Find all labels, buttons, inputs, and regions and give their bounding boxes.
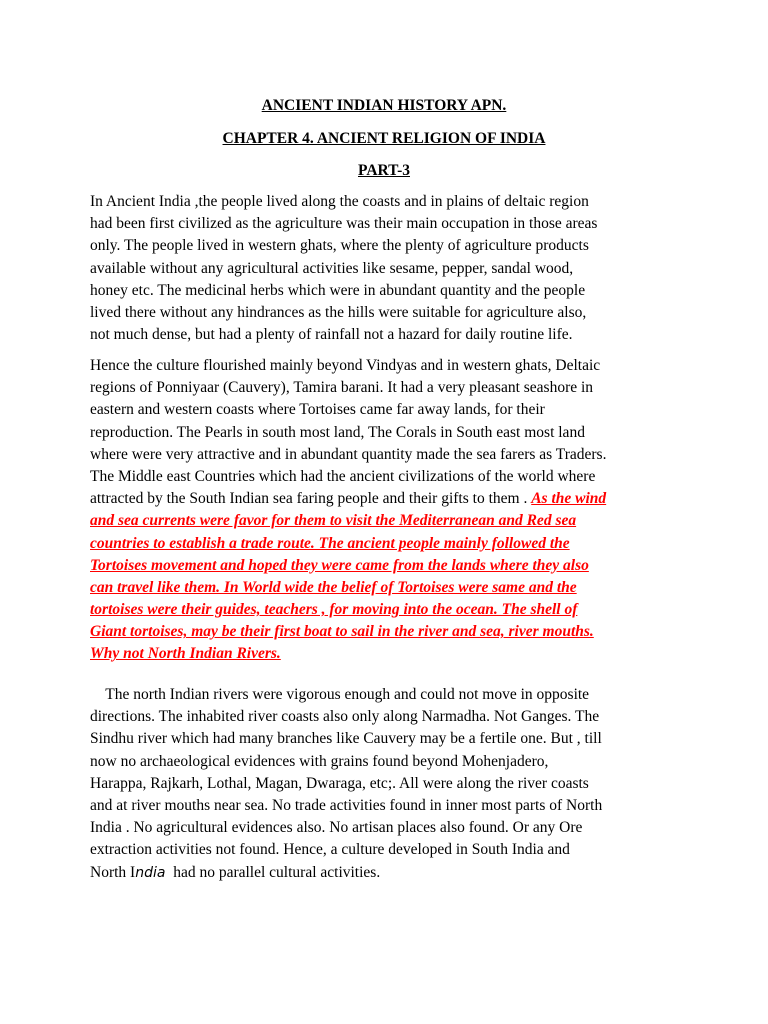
paragraph-line-mixed xyxy=(90,862,680,884)
highlighted-line: Tortoises movement and hoped they were came from the lands where they also xyxy=(90,556,589,574)
paragraph-line: available without any agricultural activities like sesame, pepper, sandal wood, xyxy=(90,259,574,277)
highlighted-line: tortoises were their guides, teachers , for moving into the ocean. The shell of xyxy=(90,601,578,619)
paragraph-line: Harappa, Rajkarh, Lothal, Magan, Dwaraga, etc;. All were along the river coasts xyxy=(90,774,589,792)
paragraph-line: honey etc. The medicinal herbs which were in abundant quantity and the people xyxy=(90,281,586,299)
paragraph-line: In Ancient India ,the people lived along the coasts and in plains of deltaic region xyxy=(90,193,589,210)
paragraph-line: now no archaeological evidences with grains found beyond Mohenjadero, xyxy=(90,752,549,770)
paragraph-3 xyxy=(90,684,680,884)
paragraph-line: had been first civilized as the agriculture was their main occupation in those areas xyxy=(90,215,598,233)
paragraph-line: The north Indian rivers were vigorous enough and could not move in opposite xyxy=(90,686,590,703)
highlighted-line: countries to establish a trade route. The ancient people mainly followed the xyxy=(90,534,570,552)
paragraph-line: directions. The inhabited river coasts also only along Narmadha. Not Ganges. The xyxy=(90,708,600,726)
paragraph-line: not much dense, but had a plenty of rainfall not a hazard for daily routine life. xyxy=(90,326,573,344)
plain-text: attracted by the South Indian sea faring people and their gifts to them . xyxy=(90,490,532,508)
highlighted-text: As the wind xyxy=(531,490,607,508)
highlighted-line: Giant tortoises, may be their first boat to sail in the river and sea, river mouths. xyxy=(90,623,594,641)
chapter-heading: CHAPTER 4. ANCIENT RELIGION OF INDIA xyxy=(222,130,546,147)
plain-text: North I xyxy=(90,863,136,881)
paragraph-line-mixed xyxy=(90,488,680,510)
paragraph-2 xyxy=(90,355,680,666)
highlighted-line: and sea currents were favor for them to visit the Mediterranean and Red sea xyxy=(90,512,577,530)
plain-text: had no parallel cultural activities. xyxy=(165,863,381,881)
paragraph-line: lived there without any hindrances as the hills were suitable for agriculture also, xyxy=(90,303,587,321)
paragraph-line: extraction activities not found. Hence, a culture developed in South India and xyxy=(90,841,570,859)
paragraph-1 xyxy=(90,191,680,346)
paragraph-line: Hence the culture flourished mainly beyond Vindyas and in western ghats, Deltaic xyxy=(90,357,601,374)
paragraph-line: regions of Ponniyaar (Cauvery), Tamira barani. It had a very pleasant seashore in xyxy=(90,379,594,397)
paragraph-line: where were very attractive and in abundant quantity made the sea farers as Traders. xyxy=(90,445,607,463)
highlighted-line: Why not North Indian Rivers. xyxy=(90,645,281,663)
paragraph-line: reproduction. The Pearls in south most land, The Corals in South east most land xyxy=(90,423,585,441)
italic-text: ndia xyxy=(135,864,166,881)
paragraph-line: and at river mouths near sea. No trade activities found in inner most parts of North xyxy=(90,796,603,814)
paragraph-line: only. The people lived in western ghats, where the plenty of agriculture products xyxy=(90,237,589,255)
paragraph-line: eastern and western coasts where Tortoises came far away lands, for their xyxy=(90,401,545,419)
paragraph-line: Sindhu river which had many branches like Cauvery may be a fertile one. But , till xyxy=(90,730,602,748)
paragraph-line: The Middle east Countries which had the ancient civilizations of the world where xyxy=(90,467,596,485)
document-title: ANCIENT INDIAN HISTORY APN. xyxy=(261,97,507,114)
part-heading: PART-3 xyxy=(358,162,410,179)
paragraph-line: India . No agricultural evidences also. No artisan places also found. Or any Ore xyxy=(90,819,583,837)
highlighted-line: can travel like them. In World wide the belief of Tortoises were same and the xyxy=(90,578,577,596)
